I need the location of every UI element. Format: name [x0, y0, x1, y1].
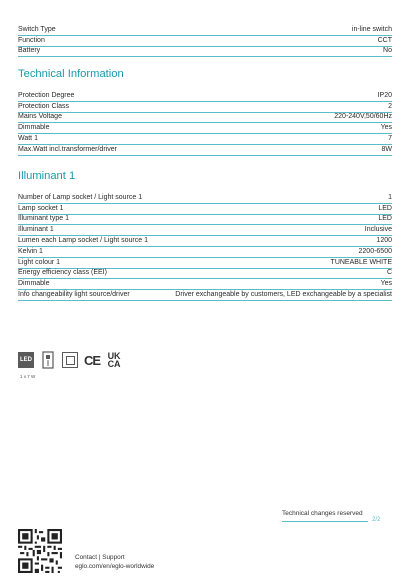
spec-label: Dimmable [18, 124, 50, 132]
wattage-quantity: 1 x 7 W [20, 374, 36, 379]
spec-label: Max.Watt incl.transformer/driver [18, 145, 117, 153]
spec-value: LED [378, 204, 392, 212]
spec-value: 2200-6500 [358, 247, 392, 255]
led-icon: LED [18, 352, 34, 368]
spec-value: 2 [388, 102, 392, 110]
contact-url-link[interactable]: eglo.com/en/eglo-worldwide [75, 562, 155, 570]
spec-value: 7 [388, 134, 392, 142]
spec-value: No [383, 47, 392, 55]
spec-value: LED [378, 215, 392, 223]
table-row [18, 290, 392, 301]
spec-label: Protection Class [18, 102, 69, 110]
table-row [18, 145, 392, 156]
spec-value: CCT [377, 36, 392, 44]
spec-value: Yes [380, 124, 392, 132]
spec-label: Lumen each Lamp socket / Light source 1 [18, 236, 148, 244]
illuminant-heading: Illuminant 1 [18, 170, 76, 182]
spec-value: 1 [388, 193, 392, 201]
ukca-top-text: UK [107, 351, 121, 361]
spec-label: Battery [18, 47, 41, 55]
spec-label: Mains Voltage [18, 113, 62, 121]
table-row [18, 279, 392, 290]
table-row [18, 269, 392, 280]
spec-value: IP20 [377, 91, 392, 99]
spec-label: Switch Type [18, 25, 56, 33]
table-row [18, 215, 392, 226]
spec-label: Kelvin 1 [18, 247, 43, 255]
table-row [18, 91, 392, 102]
footer-rule [282, 521, 368, 522]
table-row [18, 204, 392, 215]
certification-icons [18, 349, 122, 371]
ukca-bottom-text: CA [107, 359, 121, 369]
spec-value: TUNEABLE WHITE [330, 258, 392, 266]
contact-block [75, 554, 154, 571]
table-row [18, 193, 392, 204]
table-row [18, 36, 392, 47]
spec-label: Protection Degree [18, 91, 75, 99]
table-row [18, 102, 392, 113]
spec-label: Illuminant type 1 [18, 215, 69, 223]
spec-value: C [386, 269, 392, 277]
technical-table [18, 91, 392, 156]
table-row [18, 123, 392, 134]
spec-label: Function [18, 36, 45, 44]
page-number: 2/2 [372, 517, 381, 523]
contact-support-link[interactable]: Contact | Support [75, 554, 125, 561]
spec-label: Number of Lamp socket / Light source 1 [18, 193, 143, 201]
spec-value: 220-240V,50/60Hz [334, 113, 392, 121]
illuminant-table [18, 193, 392, 301]
table-row [18, 236, 392, 247]
spec-value: Driver exchangeable by customers, LED exchangeable by a specialist [175, 290, 392, 298]
spec-label: Dimmable [18, 280, 50, 288]
spec-label: Illuminant 1 [18, 226, 54, 234]
table-row [18, 225, 392, 236]
table-row [18, 25, 392, 36]
spec-value: 1200 [376, 236, 392, 244]
technical-changes-note: Technical changes reserved [282, 510, 363, 517]
top-spec-table [18, 25, 392, 57]
table-row [18, 258, 392, 269]
technical-heading: Technical Information [18, 68, 124, 80]
spec-label: Energy efficiency class (EEI) [18, 269, 107, 277]
spec-label: Light colour 1 [18, 258, 61, 266]
ce-mark-icon: CE [84, 352, 101, 368]
ukca-mark-icon [106, 352, 122, 368]
protection-class-icon [62, 352, 78, 368]
spec-value: in-line switch [351, 25, 392, 33]
table-row [18, 247, 392, 258]
spec-label: Lamp socket 1 [18, 204, 64, 212]
spec-label: Info changeability light source/driver [18, 290, 130, 298]
spec-value: Inclusive [364, 226, 392, 234]
spec-label: Watt 1 [18, 134, 38, 142]
table-row [18, 47, 392, 58]
dimmer-icon [40, 351, 56, 369]
qr-code-icon[interactable] [18, 529, 62, 573]
table-row [18, 113, 392, 124]
spec-value: Yes [380, 280, 392, 288]
spec-value: 8W [381, 145, 392, 153]
table-row [18, 134, 392, 145]
